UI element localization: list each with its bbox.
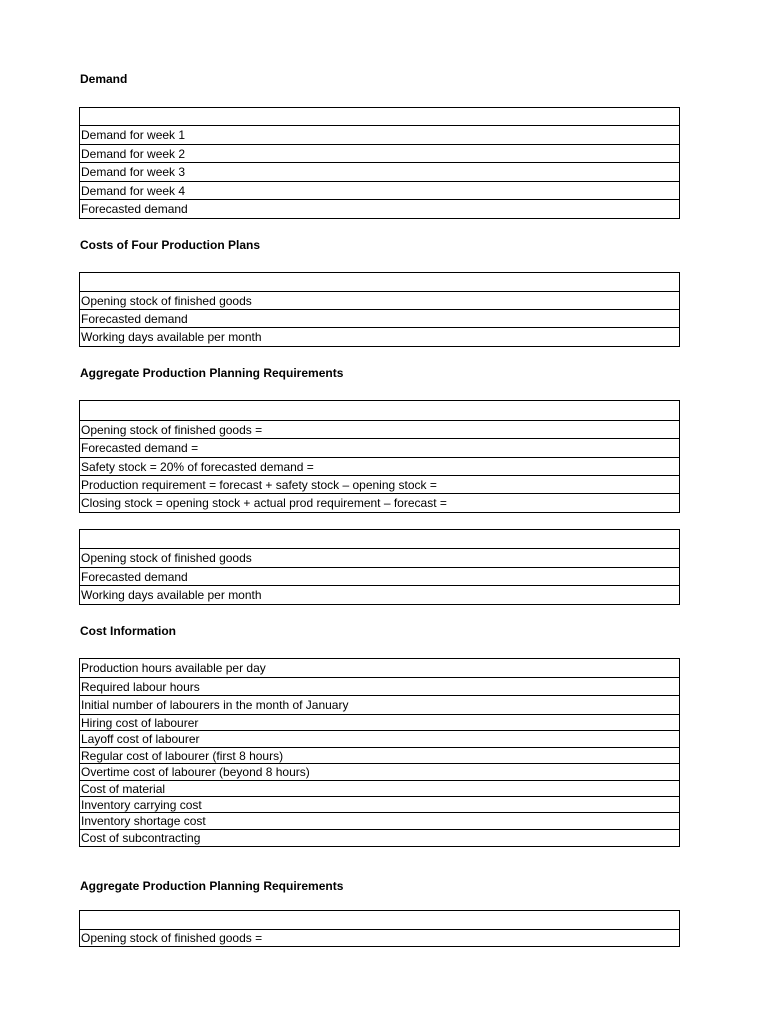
costs-table [79, 272, 680, 347]
table-row: Inventory carrying cost [80, 796, 679, 812]
table-row: Initial number of labourers in the month of January [80, 695, 679, 714]
table-row: Opening stock of finished goods = [80, 420, 679, 438]
table-row: Demand for week 4 [80, 181, 679, 199]
table-row: Regular cost of labourer (first 8 hours) [80, 747, 679, 763]
table-row: Opening stock of finished goods = [80, 929, 679, 946]
table-row: Safety stock = 20% of forecasted demand = [80, 457, 679, 475]
table-row [80, 911, 679, 929]
cost-information-table [79, 658, 680, 847]
table-row [80, 273, 679, 291]
table-row: Demand for week 3 [80, 162, 679, 181]
table-row [80, 530, 679, 548]
table-row: Required labour hours [80, 677, 679, 695]
table-row: Overtime cost of labourer (beyond 8 hours) [80, 763, 679, 780]
table-row: Cost of subcontracting [80, 829, 679, 846]
section-heading-costs: Costs of Four Production Plans [80, 238, 261, 252]
table-row [80, 108, 679, 125]
table-row [80, 401, 679, 420]
section-heading-cost-information: Cost Information [80, 624, 176, 638]
table-row: Demand for week 1 [80, 125, 679, 144]
table-row: Closing stock = opening stock + actual prod requirement – forecast = [80, 493, 679, 512]
table-row: Working days available per month [80, 585, 679, 604]
table-row: Forecasted demand [80, 199, 679, 218]
table-row: Demand for week 2 [80, 144, 679, 162]
table-row: Hiring cost of labourer [80, 714, 679, 730]
table-row: Opening stock of finished goods [80, 291, 679, 309]
table-row: Forecasted demand [80, 567, 679, 585]
table-row: Forecasted demand = [80, 438, 679, 457]
section-heading-app-requirements: Aggregate Production Planning Requirements [80, 366, 344, 380]
table-row: Production hours available per day [81, 661, 266, 675]
table-row: Layoff cost of labourer [80, 730, 679, 747]
app-requirements-table [79, 400, 680, 513]
table-row: Production requirement = forecast + safety stock – opening stock = [80, 475, 679, 493]
section-heading-demand: Demand [80, 72, 128, 86]
demand-table [79, 107, 680, 219]
stock-table [79, 529, 680, 605]
section-heading-app-requirements-2: Aggregate Production Planning Requirements [80, 879, 344, 893]
table-row: Opening stock of finished goods [80, 548, 679, 567]
table-row: Cost of material [80, 780, 679, 796]
table-row: Working days available per month [80, 327, 679, 346]
app-requirements-table-2 [79, 910, 680, 947]
table-row: Inventory shortage cost [80, 812, 679, 829]
table-row: Forecasted demand [80, 309, 679, 327]
